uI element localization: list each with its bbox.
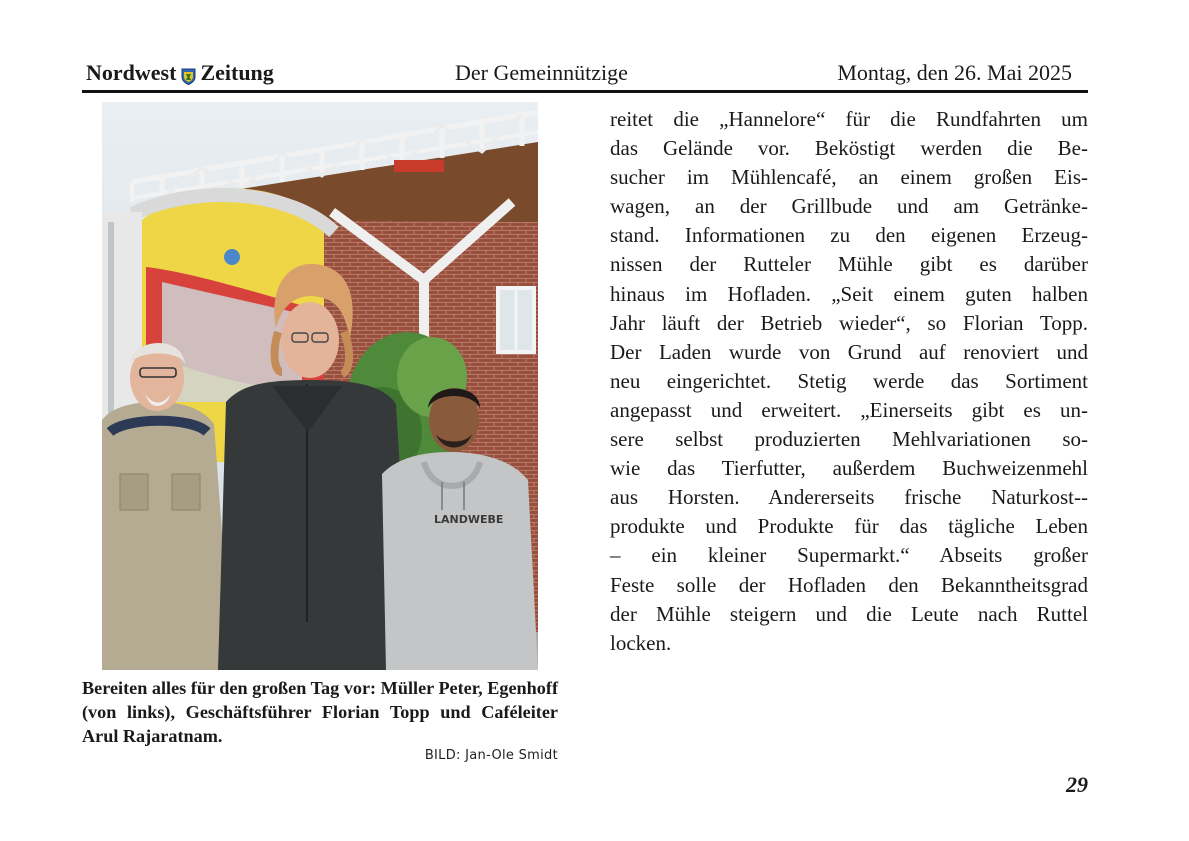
article-line: der Mühle steigern und die Leute nach Ruttel — [610, 601, 1088, 626]
article-line: sere selbst produzierten Mehlvariationen so- — [610, 427, 1088, 452]
crest-icon — [181, 65, 196, 82]
article-line: Feste solle der Hofladen den Bekanntheitsgrad — [610, 572, 1088, 597]
hoodie-print: LANDWEBE — [434, 513, 504, 526]
photo-caption: Bereiten alles für den großen Tag vor: Müller Peter, Egenhoff (von links), Geschäftsführer Florian Topp und Caféleiter Arul Rajaratnam. — [82, 678, 558, 746]
article-line: – ein kleiner Supermarkt.“ Abseits großer — [610, 543, 1088, 568]
article-line: locken. — [610, 630, 672, 655]
article-photo — [102, 102, 538, 670]
brand-name-right: Zeitung — [200, 60, 274, 85]
page-number: 29 — [1066, 772, 1088, 797]
article-line: reitet die „Hannelore“ für die Rundfahrten um — [610, 107, 1088, 131]
newspaper-logo — [86, 60, 274, 86]
article-line: das Gelände vor. Beköstigt werden die Be- — [610, 136, 1088, 161]
article-line: produkte und Produkte für das tägliche Leben — [610, 514, 1088, 539]
header-rule — [82, 90, 1088, 93]
article-body — [610, 105, 1088, 658]
article-line: neu eingerichtet. Stetig werde das Sortiment — [610, 368, 1088, 393]
article-line: Der Laden wurde von Grund auf renoviert und — [610, 339, 1088, 364]
article-line: angepasst und erweitert. „Einerseits gibt es un- — [610, 397, 1088, 422]
article-line: stand. Informationen zu den eigenen Erzeug- — [610, 223, 1088, 248]
article-line: hinaus im Hofladen. „Seit einem guten halben — [610, 281, 1088, 306]
article-line: wagen, an der Grillbude und am Getränke- — [610, 194, 1088, 219]
article-line: wie das Tierfutter, außerdem Buchweizenmehl — [610, 456, 1088, 481]
article-line: aus Horsten. Andererseits frische Naturkost-- — [610, 485, 1088, 510]
supplement-title: Der Gemeinnützige — [455, 60, 628, 85]
photo-credit: BILD: Jan-Ole Smidt — [424, 748, 558, 763]
issue-date: Montag, den 26. Mai 2025 — [837, 60, 1072, 85]
article-line: nissen der Rutteler Mühle gibt es darüber — [610, 252, 1088, 277]
article-line: sucher im Mühlencafé, an einem großen Eis- — [610, 165, 1088, 190]
masthead — [82, 58, 1088, 90]
article-line: Jahr läuft der Betrieb wieder“, so Florian Topp. — [610, 310, 1088, 335]
brand-name-left: Nordwest — [86, 60, 177, 85]
